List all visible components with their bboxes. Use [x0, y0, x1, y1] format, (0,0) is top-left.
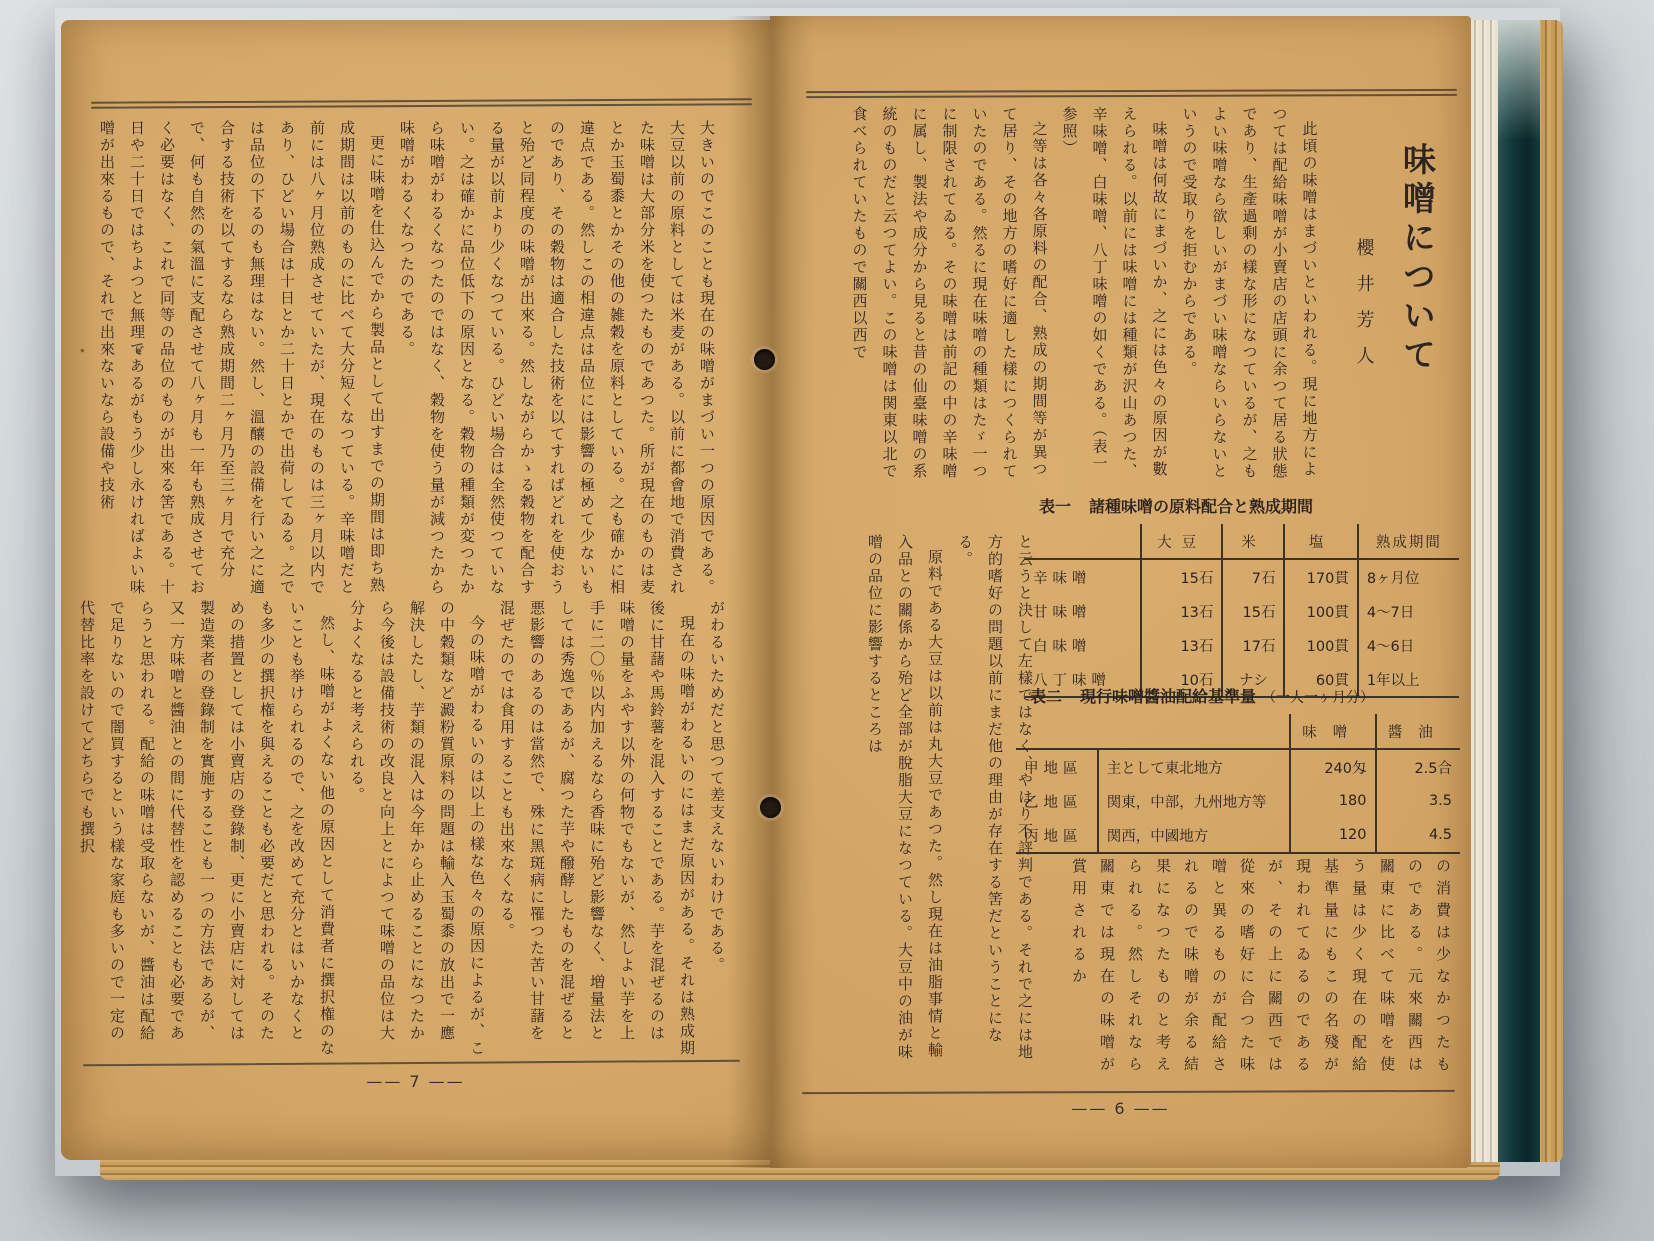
table-cell: 100貫	[1284, 628, 1357, 662]
binding-hole-top	[754, 349, 775, 370]
table-cell: 2.5合	[1376, 749, 1460, 784]
page-6	[770, 16, 1471, 1168]
table1	[1025, 524, 1459, 698]
page-edge-white-strip	[1471, 20, 1498, 1162]
table-cell: 13石	[1141, 594, 1223, 628]
table-cell: 240匁	[1290, 749, 1376, 784]
table2-rations	[1016, 684, 1460, 854]
table-cell: 味噌	[1290, 714, 1376, 749]
paragraph: 更に味噌を仕込んでから製品として出すまでの期間は即ち熟成期間は以前のものに比べて大分短くなつている。辛味噌だと前には八ヶ月位熟成させていたが、現在のものは三ヶ月以内であり、ひどい場合は十日とか二十日とかで出荷してゐる。之では品位の下るのも無理はない。然し、溫釀の設備を行い之に適合する技術を以てするなら熟成期間二ヶ月乃至三ヶ月で充分で、何も自然の氣溫に支配させて八ヶ月も一年も熟成させておく必要はなく、これで同等の品位のものが出來る筈である。十日や二十日ではちよつと無理であるがもう少し永ければよい味噌が出來るもので、それで出來ないなら設備や技術	[98, 120, 386, 596]
page-edge-teal-strip	[1498, 20, 1540, 1162]
rule-line	[806, 94, 1457, 98]
page6-below-table-text	[1025, 858, 1457, 1084]
table-cell: 15石	[1222, 594, 1284, 628]
rule-line	[806, 89, 1457, 93]
article-title: 味噌について	[1398, 142, 1437, 376]
paragraph: がわるいためだと思つて差支えないわけである。	[708, 600, 726, 974]
table-cell: 塩	[1284, 524, 1357, 559]
table-cell: 熟成期間	[1358, 524, 1459, 559]
paragraph: 現在の味噌がわるいのにはまだ原因がある。それは熟成期後に甘藷や馬鈴薯を混入することである。芋を混ぜるのは味噌の量をふやす以外の何物でもないが、然しよい芋を上手に二〇％以内加えるなら香味に殆ど影響なく、増量法としては秀逸であるが、腐つた芋や醱酵したものを混ぜると悪影響のあるのは當然で、殊に黑斑病に罹つた苦い甘藷を混ぜたのでは食用することも出來なくなる。	[498, 600, 696, 1057]
table-cell: 辛味噌	[1033, 570, 1092, 587]
table1-caption	[1039, 494, 1459, 517]
table-row	[1016, 784, 1460, 818]
table-row	[1016, 818, 1460, 853]
paragraph: 之等は各々各原料の配合、熟成の期間等が異つて居り、その地方の嗜好に適した樣につくられていたのである。然るに現在味噌の種類はたゞ一つに制限されてゐる。その味噌は前記の中の辛味噌に属し、製法や成分から見ると昔の仙臺味噌の系統のものだと云つてよい。この味噌は関東以北で食べられていたもので關西以西で	[850, 106, 1049, 480]
table-cell: 60貫	[1284, 662, 1357, 697]
page-7	[61, 20, 770, 1160]
paragraph: 今の味噌がわるいのは以上の樣な色々の原因によるが、この中穀類など澱粉質原料の問題は輸入玉蜀黍の放出で一應解決したし、芋類の混入は今年から止めることになつたから今後は設備技術の改良と向上とによつて味噌の品位は大分よくなると考えられる。	[348, 600, 486, 1057]
table-row	[1016, 749, 1460, 784]
table-cell	[1016, 714, 1290, 749]
page7-top-text	[90, 120, 722, 602]
table2-caption	[1030, 684, 1460, 707]
paragraph: 味噌は何故にまづいか、之には色々の原因が數えられる。以前には味噌には種類が沢山あつた、辛味噌、白味噌、八丁味噌の如くである。（表一参照）	[1060, 106, 1169, 480]
page-edge-highlight	[1498, 20, 1540, 140]
open-booklet	[55, 8, 1560, 1176]
table-cell: 4.5	[1376, 818, 1460, 853]
paragraph: 大きいのでこのことも現在の味噌がまづい一つの原因である。大豆以前の原料としては米麦がある。以前に都會地で消費された味噌は大部分米を使つたものであつた。所が現在のものは麦とか玉蜀黍とかその他の雑穀を原料としている。之も確かに相違点である。然しこの相違点は品位には影響の極めて少ないものであり、その穀物は適合した技術を以てすればどれを使おうと殆ど同程度の味噌が出來る。然しながらかゝる穀物を配合する量が以前より少くなつている。ひどい場合は全然使つていない。之は確かに品位低下の原因となる。穀物の種類が変つたから味噌がわるくなつたのではなく、穀物を使う量が減つたから味噌がわるくなつたのである。	[398, 120, 716, 596]
top-rule-left	[91, 98, 752, 108]
table-header-row	[1025, 524, 1459, 559]
table-cell: 8ヶ月位	[1358, 559, 1459, 594]
top-rule-right	[806, 89, 1457, 98]
table-row	[1025, 559, 1459, 594]
table-cell: 米	[1222, 524, 1284, 559]
page-number-7: —— 7 ——	[366, 1072, 465, 1091]
table-row	[1025, 594, 1459, 628]
table-cell: 関西，中國地方	[1098, 818, 1290, 853]
table-cell: 10石	[1141, 662, 1223, 697]
bottom-rule-left	[83, 1060, 740, 1067]
table-cell: 180	[1290, 784, 1376, 818]
table-cell: 白味噌	[1033, 638, 1092, 655]
article-author: 櫻井芳人	[1353, 238, 1375, 382]
table-cell: 丙地區	[1024, 828, 1083, 845]
table-cell: 大豆	[1141, 524, 1223, 559]
table-cell: 15石	[1141, 559, 1223, 594]
rule-line	[802, 1090, 1455, 1094]
table-cell: 7石	[1222, 559, 1284, 594]
table-cell: 17石	[1222, 628, 1284, 662]
right-page-edges	[1471, 20, 1563, 1162]
table-cell: 4〜6日	[1358, 628, 1459, 662]
table1-misotypes	[1025, 494, 1459, 698]
table2-label: 表二	[1030, 687, 1063, 706]
table-row	[1025, 628, 1459, 662]
table-cell: 1年以上	[1358, 662, 1459, 697]
table-cell: 醬油	[1376, 714, 1460, 749]
rule-line	[91, 103, 752, 108]
table-header-row	[1016, 714, 1460, 749]
paragraph: 然し、味噌がよくない他の原因として消費者に撰択権のないことも挙けられるので、之を改めて充分とはいかなくとも多少の撰択権を與えることも必要だと思われる。そのための措置としては小賣店の登錄制、更に小賣店に対しては製造業者の登錄制を實施することも一つの方法であるが、又一方味噌と醬油との間に代替性を認めることも必要であらうと思われる。配給の味噌は受取らないが、醬油は配給で足りないので闇買するという樣な家庭も多いので一定の代替比率を設けてどちらでも撰択	[78, 600, 336, 1057]
paragraph: 此頃の味噌はまづいといわれる。現に地方によつては配給味噌が小賣店の店頭に余つて居る狀態であり、生產過剩の樣な形になつているが、之もよい味噌なら欲しいがまづい味噌ならいらないというので受取りを拒むからである。	[1180, 106, 1319, 480]
table2-title: 現行味噌醬油配給基準量	[1080, 687, 1257, 706]
rule-line	[83, 1060, 740, 1067]
paragraph: と云うと決して左樣ではなく、やはり不評判である。それで之には地方的嗜好の問題以前にまだ他の理由が存在する筈だということになる。	[956, 534, 1034, 1061]
table-cell: 主として東北地方	[1098, 749, 1290, 784]
table-cell: 甲地區	[1024, 760, 1083, 777]
table-cell: 甘味噌	[1033, 604, 1092, 621]
table-cell: 4〜7日	[1358, 594, 1459, 628]
table2-note: （一人一ヶ月分）	[1262, 690, 1375, 706]
page6-side-text	[854, 534, 1040, 1066]
table-cell: 13石	[1141, 628, 1223, 662]
table-cell: 乙地區	[1024, 794, 1083, 811]
table1-label: 表一	[1039, 497, 1072, 516]
bottom-rule-right	[802, 1090, 1455, 1094]
table1-title: 諸種味噌の原料配合と熟成期間	[1089, 497, 1314, 516]
table-cell: 八丁味噌	[1033, 672, 1111, 689]
table-cell: 100貫	[1284, 594, 1357, 628]
page7-bottom-text	[76, 600, 732, 1058]
binding-hole-bottom	[760, 797, 781, 818]
table-cell: 3.5	[1376, 784, 1460, 818]
table-cell	[1025, 524, 1141, 559]
table-cell: 関東，中部，九州地方等	[1098, 784, 1290, 818]
table-cell: ナシ	[1222, 662, 1284, 697]
paragraph: の消費は少なかつたものである。元來關西は關東に比べて味噌を使う量は少く現在の配給基準量にもこの名殘が現われてゐるのであるが、その上に關西では從來の嗜好に合つた味噌と異るものが配給されるので味噌が余る結果になつたものと考えられる。然しそれなら關東では現在の味噌が賞用されるか	[1070, 858, 1452, 1078]
paragraph: 原料である大豆は以前は丸大豆であつた。然し現在は油脂事情と輸入品との關係から殆ど全部が脫脂大豆になつている。大豆中の油が味噌の品位に影響するところは	[866, 534, 944, 1061]
table-cell: 170貫	[1284, 559, 1357, 594]
table2	[1016, 714, 1460, 854]
page6-intro-text	[803, 106, 1455, 488]
table-cell: 120	[1290, 818, 1376, 853]
page-number-6: —— 6 ——	[1071, 1099, 1170, 1118]
